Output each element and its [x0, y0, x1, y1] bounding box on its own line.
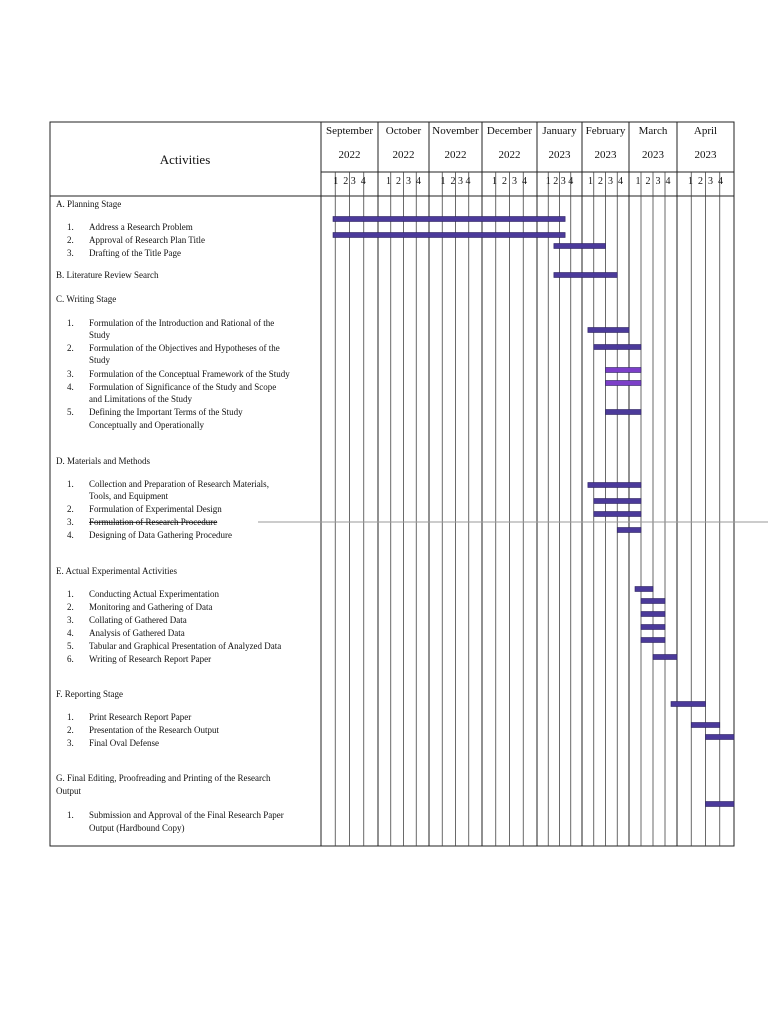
task-label: Study [89, 330, 111, 340]
week-numbers: 1 2 3 4 [588, 176, 623, 187]
task-label: Output (Hardbound Copy) [89, 823, 185, 833]
month-label: April [693, 125, 718, 137]
month-label: October [385, 125, 422, 137]
month-label: December [486, 125, 533, 137]
task-number: 2. [67, 504, 74, 514]
week-numbers: 1 2 3 4 [635, 176, 671, 187]
task-label: Conducting Actual Experimentation [89, 589, 219, 599]
task-label: Print Research Report Paper [89, 712, 192, 722]
task-number: 5. [67, 407, 74, 417]
gantt-bar [606, 368, 642, 373]
gantt-bar [606, 381, 642, 386]
stage-title: F. Reporting Stage [56, 689, 124, 699]
task-label: Drafting of the Title Page [89, 248, 181, 258]
task-label: Tabular and Graphical Presentation of Analyzed Data [89, 641, 282, 651]
month-label: February [585, 125, 626, 137]
task-number: 2. [67, 725, 74, 735]
week-numbers: 1 2 3 4 [386, 176, 421, 187]
gantt-bar [617, 528, 641, 533]
year-label: 2022 [444, 149, 467, 161]
year-label: 2023 [642, 149, 664, 161]
gantt-bar [554, 244, 606, 249]
task-number: 3. [67, 615, 74, 625]
stage-title-continued: Output [56, 786, 82, 796]
gantt-bar [606, 410, 642, 415]
task-number: 3. [67, 248, 74, 258]
task-number: 4. [67, 628, 74, 638]
task-number: 1. [67, 222, 74, 232]
month-label: November [432, 125, 479, 137]
task-label: Analysis of Gathered Data [89, 628, 185, 638]
task-number: 4. [67, 382, 74, 392]
week-numbers: 1 2 3 4 [688, 176, 723, 187]
gantt-bar [594, 499, 641, 504]
gantt-bar [653, 655, 677, 660]
year-label: 2022 [498, 149, 521, 161]
task-label: Study [89, 355, 111, 365]
task-number: 2. [67, 343, 74, 353]
gantt-bar [333, 233, 565, 238]
year-label: 2023 [548, 149, 571, 161]
task-label: Formulation of the Introduction and Rational of the [89, 318, 275, 328]
gantt-bar [706, 802, 735, 807]
gantt-bar [588, 483, 641, 488]
task-label: Approval of Research Plan Title [89, 235, 205, 245]
task-label: Writing of Research Report Paper [89, 654, 212, 664]
task-label: Formulation of Research Procedure [89, 517, 218, 527]
task-label: Tools, and Equipment [89, 491, 169, 501]
year-label: 2023 [594, 149, 617, 161]
stage-title: A. Planning Stage [56, 199, 122, 209]
gantt-bar [635, 587, 653, 592]
task-label: Formulation of Significance of the Study and Scope [89, 382, 277, 392]
gantt-bar [691, 723, 720, 728]
task-number: 5. [67, 641, 74, 651]
task-label: Collating of Gathered Data [89, 615, 187, 625]
task-number: 2. [67, 235, 74, 245]
task-number: 1. [67, 712, 74, 722]
gantt-bar [641, 599, 665, 604]
task-number: 4. [67, 530, 74, 540]
task-label: Designing of Data Gathering Procedure [89, 530, 232, 540]
activities-list [56, 199, 290, 833]
week-numbers: 1 2 3 4 [440, 176, 471, 187]
stage-title: B. Literature Review Search [56, 270, 159, 280]
task-number: 6. [67, 654, 74, 664]
month-label: September [325, 125, 374, 137]
month-label: March [638, 125, 668, 137]
activities-header: Activities [159, 152, 211, 167]
gantt-bar [554, 273, 617, 278]
gantt-bar [641, 612, 665, 617]
task-label: and Limitations of the Study [89, 394, 192, 404]
month-label: January [542, 125, 577, 137]
task-label: Conceptually and Operationally [89, 420, 204, 430]
stage-title: C. Writing Stage [56, 294, 117, 304]
task-label: Formulation of the Conceptual Framework of the Study [89, 369, 290, 379]
stage-title: E. Actual Experimental Activities [56, 566, 177, 576]
task-label: Defining the Important Terms of the Study [89, 407, 243, 417]
week-numbers: 1 2 3 4 [333, 176, 366, 187]
task-number: 1. [67, 318, 74, 328]
table-header [160, 125, 723, 187]
task-label: Address a Research Problem [89, 222, 193, 232]
stage-title: G. Final Editing, Proofreading and Printing of the Research [56, 773, 271, 783]
stage-title: D. Materials and Methods [56, 456, 150, 466]
gantt-bar [594, 512, 641, 517]
task-label: Collection and Preparation of Research Materials, [89, 479, 269, 489]
task-label: Final Oval Defense [89, 738, 159, 748]
task-label: Monitoring and Gathering of Data [89, 602, 213, 612]
year-label: 2022 [338, 149, 361, 161]
week-numbers: 1 2 3 4 [492, 176, 527, 187]
task-label: Submission and Approval of the Final Research Paper [89, 810, 284, 820]
gantt-bar [641, 625, 665, 630]
gantt-bar [671, 702, 706, 707]
task-number: 1. [67, 479, 74, 489]
gantt-bar [594, 345, 641, 350]
gantt-bars [333, 217, 734, 807]
week-numbers: 1 2 3 4 [545, 176, 574, 187]
task-number: 3. [67, 738, 74, 748]
task-number: 2. [67, 602, 74, 612]
task-number: 1. [67, 810, 74, 820]
task-label: Presentation of the Research Output [89, 725, 219, 735]
year-label: 2023 [694, 149, 717, 161]
gantt-bar [588, 328, 629, 333]
gantt-bar [706, 735, 735, 740]
gantt-bar [333, 217, 565, 222]
task-number: 3. [67, 369, 74, 379]
year-label: 2022 [392, 149, 415, 161]
task-number: 3. [67, 517, 74, 527]
task-label: Formulation of the Objectives and Hypotheses of the [89, 343, 280, 353]
task-number: 1. [67, 589, 74, 599]
task-label: Formulation of Experimental Design [89, 504, 222, 514]
gantt-bar [641, 638, 665, 643]
